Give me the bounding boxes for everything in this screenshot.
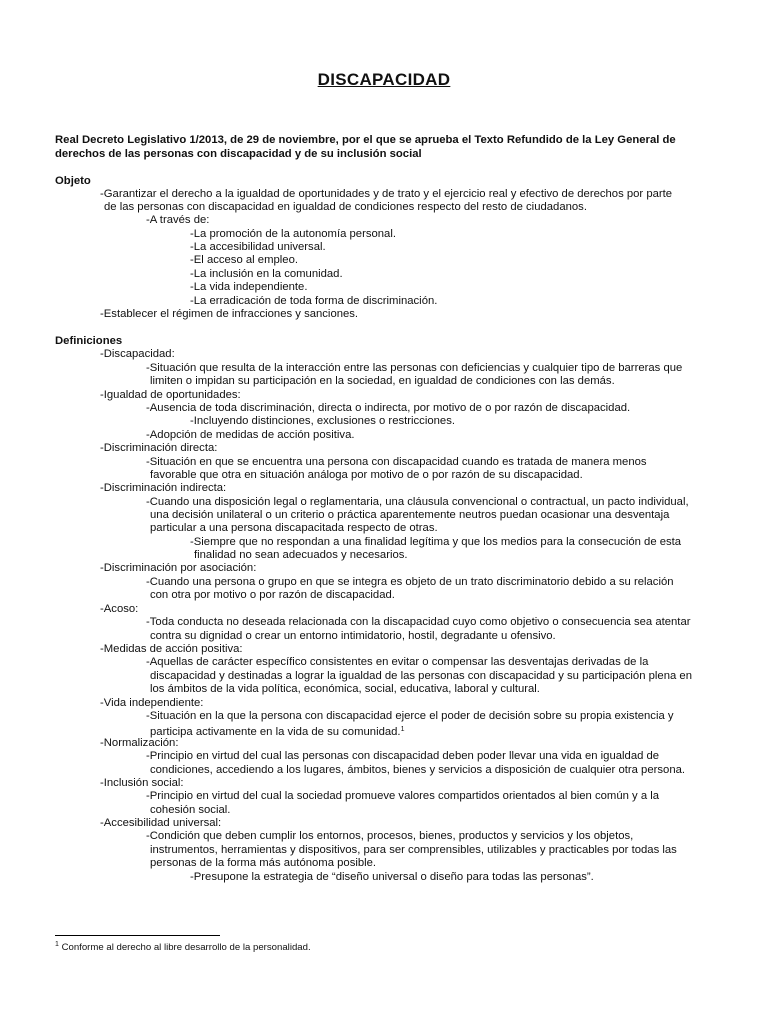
term-acoso: -Acoso: <box>100 603 139 615</box>
definition-line: -Principio en virtud del cual las personas con discapacidad deben poder llevar una vida en igualdad de <box>146 750 660 762</box>
decree-title-line-2: derechos de las personas con discapacidad y de su inclusión social <box>55 148 422 160</box>
definition-line: -Ausencia de toda discriminación, directa o indirecta, por motivo de o por razón de discapacidad. <box>146 402 631 414</box>
term-vida-independiente: -Vida independiente: <box>100 697 204 709</box>
objeto-item: -El acceso al empleo. <box>190 254 298 266</box>
objeto-line-1: -Garantizar el derecho a la igualdad de oportunidades y de trato y el ejercicio real y efectivo de derechos por parte <box>100 188 673 200</box>
term-discriminacion-asociacion: -Discriminación por asociación: <box>100 562 257 574</box>
term-discriminacion-indirecta: -Discriminación indirecta: <box>100 482 227 494</box>
objeto-line-2: de las personas con discapacidad en igualdad de condiciones respecto del resto de ciudadanos. <box>104 201 587 213</box>
definition-line: -Aquellas de carácter específico consistentes en evitar o compensar las desventajas derivadas de la <box>146 656 649 668</box>
definition-line: contra su dignidad o crear un entorno intimidatorio, hostil, degradante u ofensivo. <box>150 630 556 642</box>
term-accesibilidad-universal: -Accesibilidad universal: <box>100 817 222 829</box>
definition-line: -Incluyendo distinciones, exclusiones o restricciones. <box>190 415 455 427</box>
term-normalizacion: -Normalización: <box>100 737 179 749</box>
definition-line <box>150 723 404 739</box>
footnote-mark: 1 <box>55 941 59 948</box>
definition-line: condiciones, accediendo a los lugares, ámbitos, bienes y servicios a disposición de cualquier otra persona. <box>150 764 686 776</box>
definition-line: los ámbitos de la vida política, económica, social, educativa, laboral y cultural. <box>150 683 540 695</box>
objeto-line-3: -Establecer el régimen de infracciones y sanciones. <box>100 308 359 320</box>
definition-line: personas de la forma más autónoma posible. <box>150 857 377 869</box>
term-discapacidad: -Discapacidad: <box>100 348 175 360</box>
definition-line: -Adopción de medidas de acción positiva. <box>146 429 355 441</box>
term-medidas-accion-positiva: -Medidas de acción positiva: <box>100 643 243 655</box>
definition-line: -Presupone la estrategia de “diseño universal o diseño para todas las personas”. <box>190 871 594 883</box>
definition-line: -Cuando una persona o grupo en que se integra es objeto de un trato discriminatorio debido a su relación <box>146 576 674 588</box>
term-discriminacion-directa: -Discriminación directa: <box>100 442 218 454</box>
definition-line: finalidad no sean adecuados y necesarios. <box>194 549 408 561</box>
decree-title-line-1: Real Decreto Legislativo 1/2013, de 29 de noviembre, por el que se aprueba el Texto Refundido de la Ley General de <box>55 134 676 146</box>
definition-line: -Siempre que no respondan a una finalidad legítima y que los medios para la consecución de esta <box>190 536 682 548</box>
definition-line: -Situación en la que la persona con discapacidad ejerce el poder de decisión sobre su propia existencia y <box>146 710 674 722</box>
definition-text: participa activamente en la vida de su comunidad. <box>150 726 401 738</box>
objeto-item: -La erradicación de toda forma de discriminación. <box>190 295 438 307</box>
definition-line: una decisión unilateral o un criterio o práctica aparentemente neutros puedan ocasionar una desventaja <box>150 509 670 521</box>
footnote-reference[interactable]: 1 <box>400 726 405 733</box>
definition-line: particular a una persona discapacitada respecto de otras. <box>150 522 438 534</box>
definition-line: -Principio en virtud del cual la sociedad promueve valores compartidos orientados al bien común y a la <box>146 790 660 802</box>
definition-line: -Cuando una disposición legal o reglamentaria, una cláusula convencional o contractual, un pacto individual, <box>146 496 689 508</box>
objeto-item: -La inclusión en la comunidad. <box>190 268 343 280</box>
document-title: DISCAPACIDAD <box>317 70 451 89</box>
definition-line: discapacidad y destinadas a lograr la igualdad de las personas con discapacidad y su participación plena en <box>150 670 692 682</box>
footnote-text: Conforme al derecho al libre desarrollo de la personalidad. <box>58 942 311 953</box>
footnote-separator <box>55 935 220 936</box>
term-inclusion-social: -Inclusión social: <box>100 777 184 789</box>
definition-line: favorable que otra en situación análoga por motivo de o por razón de su discapacidad. <box>150 469 583 481</box>
definition-line: instrumentos, herramientas y dispositivos, para ser comprensibles, utilizables y practicables por todas las <box>150 844 677 856</box>
definition-line: con otra por motivo o por razón de discapacidad. <box>150 589 395 601</box>
objeto-item: -La promoción de la autonomía personal. <box>190 228 396 240</box>
definition-line: -Situación en que se encuentra una persona con discapacidad cuando es tratada de manera menos <box>146 456 647 468</box>
definiciones-heading: Definiciones <box>55 335 123 347</box>
definition-line: -Situación que resulta de la interacción entre las personas con deficiencias y cualquier tipo de barreras que <box>146 362 683 374</box>
objeto-item: -La accesibilidad universal. <box>190 241 326 253</box>
definition-line: -Toda conducta no deseada relacionada con la discapacidad cuyo como objetivo o consecuencia sea atentar <box>146 616 691 628</box>
term-igualdad: -Igualdad de oportunidades: <box>100 389 241 401</box>
objeto-via: -A través de: <box>146 214 210 226</box>
objeto-item: -La vida independiente. <box>190 281 308 293</box>
objeto-heading: Objeto <box>55 175 91 187</box>
footnote <box>55 941 311 953</box>
definition-line: limiten o impidan su participación en la sociedad, en igualdad de condiciones con las demás. <box>150 375 615 387</box>
definition-line: -Condición que deben cumplir los entornos, procesos, bienes, productos y servicios y los objetos, <box>146 830 634 842</box>
definition-line: cohesión social. <box>150 804 231 816</box>
